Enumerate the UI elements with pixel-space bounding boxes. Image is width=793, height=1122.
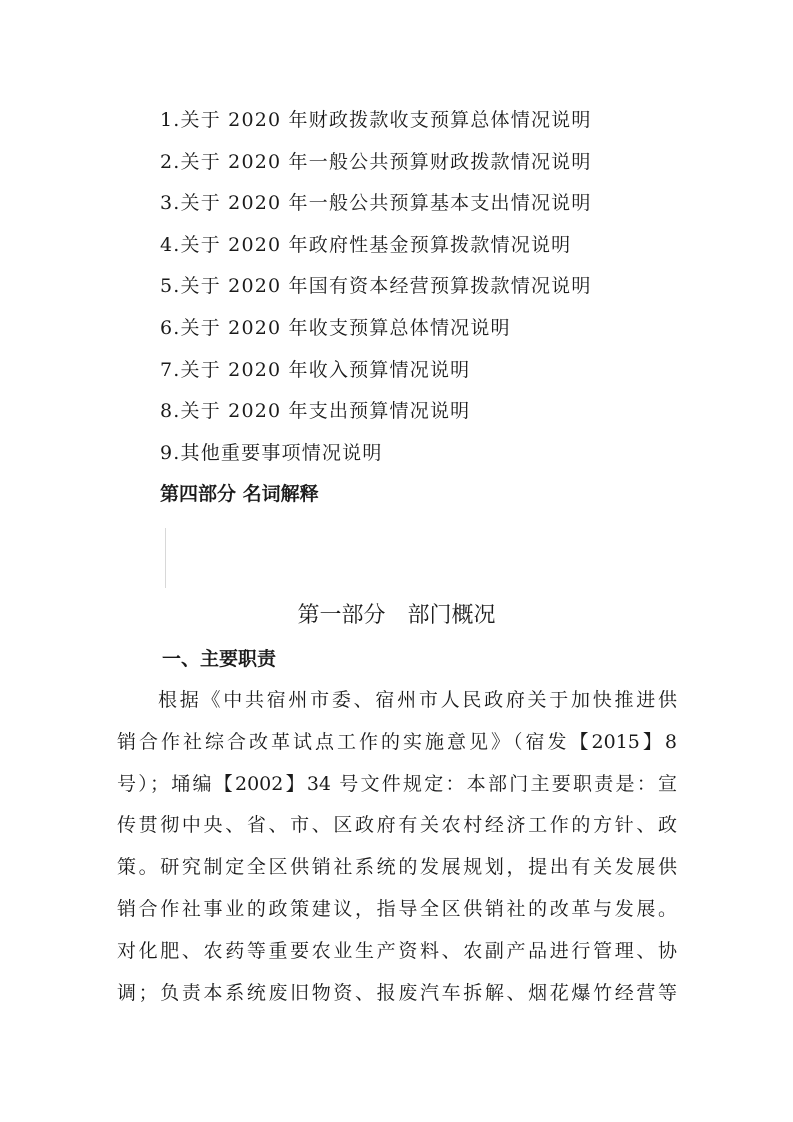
body-line: 根据《中共宿州市委、宿州市人民政府关于加快推进供 (158, 689, 677, 711)
subsection-title: 一、主要职责 (162, 648, 277, 670)
body-line: 销合作社综合改革试点工作的实施意见》（宿发【2015】8 (117, 730, 677, 753)
body-line: 传贯彻中央、省、市、区政府有关农村经济工作的方针、政 (117, 814, 677, 837)
toc-item-4: 4.关于 2020 年政府性基金预算拨款情况说明 (160, 233, 572, 256)
section-title: 第一部分 部门概况 (297, 603, 496, 628)
toc-item-6: 6.关于 2020 年收支预算总体情况说明 (160, 316, 511, 339)
toc-item-7: 7.关于 2020 年收入预算情况说明 (160, 358, 471, 381)
body-paragraph (117, 680, 677, 1014)
table-of-contents (160, 100, 680, 474)
body-line: 策。研究制定全区供销社系统的发展规划，提出有关发展供 (117, 856, 677, 879)
toc-item-8: 8.关于 2020 年支出预算情况说明 (160, 400, 471, 423)
body-line: 调；负责本系统废旧物资、报废汽车拆解、烟花爆竹经营等 (117, 981, 677, 1004)
toc-item-2: 2.关于 2020 年一般公共预算财政拨款情况说明 (160, 150, 592, 173)
body-line: 号）；埇编【2002】34 号文件规定：本部门主要职责是：宣 (117, 772, 677, 795)
toc-item-5: 5.关于 2020 年国有资本经营预算拨款情况说明 (160, 275, 592, 298)
body-line: 对化肥、农药等重要农业生产资料、农副产品进行管理、协 (117, 939, 677, 962)
part-four-heading: 第四部分 名词解释 (160, 483, 319, 505)
toc-item-9: 9.其他重要事项情况说明 (160, 441, 383, 464)
toc-item-1: 1.关于 2020 年财政拨款收支预算总体情况说明 (160, 109, 592, 131)
toc-item-3: 3.关于 2020 年一般公共预算基本支出情况说明 (160, 192, 592, 215)
margin-mark (165, 528, 166, 588)
body-line: 销合作社事业的政策建议，指导全区供销社的改革与发展。 (117, 897, 677, 920)
